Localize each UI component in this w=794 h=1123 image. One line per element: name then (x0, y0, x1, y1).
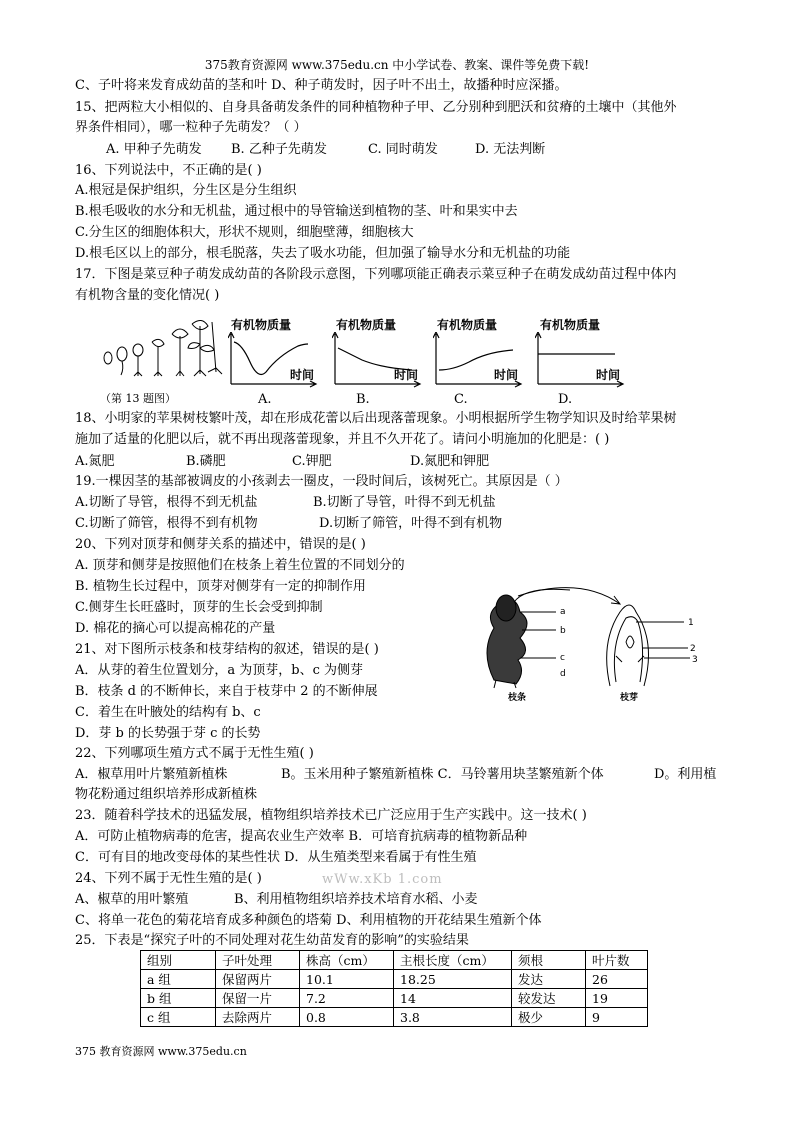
q20-option-b: B. 植物生长过程中，顶芽对侧芽有一定的抑制作用 (75, 579, 366, 594)
header-cell: 组别 (141, 951, 216, 970)
q21-option-d: D．芽 b 的长势强于芽 c 的长势 (75, 726, 261, 741)
graph-d-title: 有机物质量 (540, 318, 601, 332)
q15-option-b: B. 乙种子先萌发 (231, 142, 327, 157)
table-cell: 19 (586, 989, 648, 1008)
q18-option-c: C.钾肥 (292, 454, 332, 469)
graph-a-label: A. (258, 392, 272, 407)
q22-option-d-cont: 物花粉通过组织培养形成新植株 (75, 787, 258, 802)
graph-d-label: D. (558, 392, 573, 407)
q15-option-c: C. 同时萌发 (368, 142, 438, 157)
table-cell: 26 (586, 970, 648, 989)
q22-option-d: D。利用植 (654, 767, 717, 782)
table-header-row (141, 951, 648, 970)
q16-option-a: A.根冠是保护组织，分生区是分生组织 (75, 183, 297, 198)
branch-label-d: d (560, 669, 566, 679)
table-cell: b 组 (141, 989, 216, 1008)
graph-b-title: 有机物质量 (336, 318, 397, 332)
table-row (141, 989, 648, 1008)
graph-b-xlabel: 时间 (394, 368, 419, 382)
question-21: 21、对下图所示枝条和枝芽结构的叙述，错误的是( ) (75, 642, 379, 657)
q23-option-cd: C．可有目的地改变母体的某些性状 D．从生殖类型来看属于有性生殖 (75, 850, 477, 865)
question-15-cont: 界条件相同），哪一粒种子先萌发？（ ） (75, 120, 307, 135)
header-cell: 子叶处理 (216, 951, 300, 970)
table-cell: 0.8 (300, 1008, 394, 1027)
q20-option-c: C.侧芽生长旺盛时，顶芽的生长会受到抑制 (75, 600, 323, 615)
graph-a-xlabel: 时间 (290, 368, 315, 382)
table-cell: 9 (586, 1008, 648, 1027)
question-22: 22、下列哪项生殖方式不属于无性生殖( ) (75, 746, 314, 761)
watermark-text: wWw.xKb 1.com (322, 872, 443, 887)
table-cell: c 组 (141, 1008, 216, 1027)
bud-label-2: 2 (690, 644, 696, 654)
seedling-stages-figure (100, 314, 225, 384)
q22-option-a: A．椒草用叶片繁殖新植株 (75, 767, 228, 782)
q24-option-cd: C、将单一花色的菊花培育成多种颜色的塔菊 D、利用植物的开花结果生殖新个体 (75, 913, 542, 928)
table-cell: 3.8 (394, 1008, 512, 1027)
question-17: 17．下图是菜豆种子萌发成幼苗的各阶段示意图，下列哪项能正确表示菜豆种子在萌发成幼苗过程中体内 (75, 267, 677, 282)
header-cell: 株高（cm） (300, 951, 394, 970)
table-row (141, 970, 648, 989)
graph-c-xlabel: 时间 (494, 368, 519, 382)
results-table (140, 950, 648, 1027)
q16-option-d: D.根毛区以上的部分，根毛脱落，失去了吸水功能，但加强了输导水分和无机盐的功能 (75, 246, 571, 261)
q21-option-a: A．从芽的着生位置划分，a 为顶芽，b、c 为侧芽 (75, 663, 364, 678)
bud-caption: 枝芽 (620, 693, 639, 702)
q16-option-c: C.分生区的细胞体积大，形状不规则，细胞壁薄，细胞核大 (75, 225, 414, 240)
bud-label-1: 1 (688, 618, 694, 628)
graph-c-label: C. (454, 392, 468, 407)
question-25: 25．下表是“探究子叶的不同处理对花生幼苗发育的影响”的实验结果 (75, 933, 469, 948)
question-15: 15、把两粒大小相似的、自身具备萌发条件的同种植物种子甲、乙分别种到肥沃和贫瘠的土壤中（其他外 (75, 100, 677, 115)
question-18-cont: 施加了适量的化肥以后，就不再出现落蕾现象，并且不久开花了。请问小明施加的化肥是：( ) (75, 432, 610, 447)
branch-label-b: b (560, 626, 566, 636)
q20-option-d: D. 棉花的摘心可以提高棉花的产量 (75, 621, 276, 636)
q22-option-b-c: B。玉米用种子繁殖新植株 C．马铃薯用块茎繁殖新个体 (281, 767, 604, 782)
table-cell: 较发达 (512, 989, 586, 1008)
page-footer: 375 教育资源网 www.375edu.cn (75, 1045, 247, 1058)
q18-option-a: A.氮肥 (75, 454, 115, 469)
q24-option-b: B、利用植物组织培养技术培育水稻、小麦 (234, 892, 478, 907)
table-cell: 保留两片 (216, 970, 300, 989)
table-cell: 18.25 (394, 970, 512, 989)
branch-bud-figure (460, 582, 720, 702)
header-cell: 主根长度（cm） (394, 951, 512, 970)
q23-option-ab: A．可防止植物病毒的危害，提高农业生产效率 B．可培育抗病毒的植物新品种 (75, 829, 528, 844)
q19-option-c: C.切断了筛管，根得不到有机物 (75, 516, 258, 531)
q18-option-d: D.氮肥和钾肥 (410, 454, 490, 469)
header-cell: 须根 (512, 951, 586, 970)
q24-option-a: A、椒草的用叶繁殖 (75, 892, 189, 907)
table-cell: 极少 (512, 1008, 586, 1027)
question-24: 24、下列不属于无性生殖的是( ) (75, 871, 262, 886)
q19-option-b: B.切断了导管，叶得不到无机盐 (313, 495, 496, 510)
table-cell: 7.2 (300, 989, 394, 1008)
table-cell: 去除两片 (216, 1008, 300, 1027)
q21-option-c: C．着生在叶腋处的结构有 b、c (75, 705, 261, 720)
graph-a-title: 有机物质量 (231, 318, 292, 332)
table-cell: 10.1 (300, 970, 394, 989)
q21-option-b: B．枝条 d 的不断伸长，来自于枝芽中 2 的不断伸展 (75, 684, 378, 699)
header-cell: 叶片数 (586, 951, 648, 970)
line-14-cd: C、子叶将来发育成幼苗的茎和叶 D、种子萌发时，因子叶不出土，故播种时应深播。 (75, 78, 568, 93)
table-cell: 14 (394, 989, 512, 1008)
question-18: 18、小明家的苹果树枝繁叶茂，却在形成花蕾以后出现落蕾现象。小明根据所学生物学知识及时给苹果树 (75, 411, 677, 426)
q15-option-d: D. 无法判断 (475, 142, 546, 157)
graph-c-title: 有机物质量 (437, 318, 498, 332)
q15-option-a: A. 甲种子先萌发 (106, 142, 202, 157)
table-cell: 发达 (512, 970, 586, 989)
q16-option-b: B.根毛吸收的水分和无机盐，通过根中的导管输送到植物的茎、叶和果实中去 (75, 204, 518, 219)
question-20: 20、下列对顶芽和侧芽关系的描述中，错误的是( ) (75, 537, 366, 552)
branch-label-a: a (560, 607, 566, 617)
branch-label-c: c (560, 653, 565, 663)
q18-option-b: B.磷肥 (186, 454, 226, 469)
bud-label-3: 3 (692, 655, 698, 665)
branch-caption: 枝条 (508, 693, 527, 702)
q20-option-a: A. 顶芽和侧芽是按照他们在枝条上着生位置的不同划分的 (75, 558, 405, 573)
page-header: 375教育资源网 www.375edu.cn 中小学试卷、教案、课件等免费下载! (204, 58, 590, 72)
table-cell: a 组 (141, 970, 216, 989)
question-19: 19.一棵因茎的基部被调皮的小孩剥去一圈皮，一段时间后，该树死亡。其原因是（ ） (75, 474, 568, 489)
question-16: 16、下列说法中，不正确的是( ) (75, 163, 262, 178)
question-17-cont: 有机物含量的变化情况( ) (75, 288, 220, 303)
graph-b-label: B. (356, 392, 370, 407)
question-23: 23．随着科学技术的迅猛发展，植物组织培养技术已广泛应用于生产实践中。这一技术( ) (75, 808, 587, 823)
table-cell: 保留一片 (216, 989, 300, 1008)
q19-option-d: D.切断了筛管，叶得不到有机物 (319, 516, 503, 531)
table-row (141, 1008, 648, 1027)
graph-d-xlabel: 时间 (596, 368, 621, 382)
figure-caption: （第 13 题图） (100, 392, 176, 405)
q19-option-a: A.切断了导管，根得不到无机盐 (75, 495, 258, 510)
